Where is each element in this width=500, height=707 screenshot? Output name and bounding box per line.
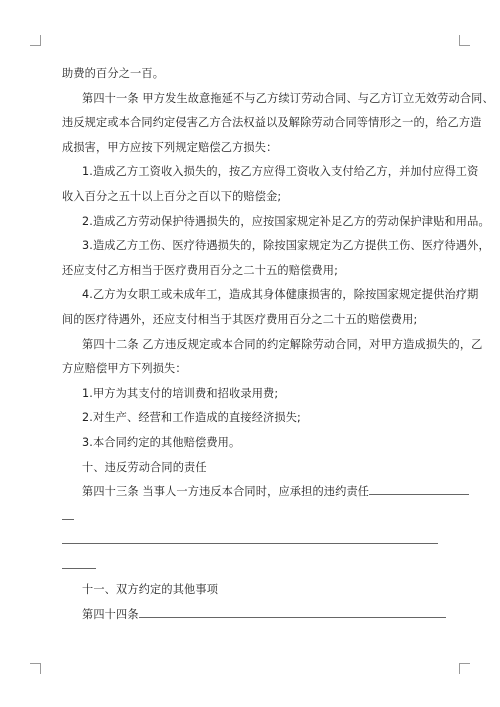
list-item-line: 3.本合同约定的其他赔偿费用。 — [82, 435, 241, 449]
list-item-line: 4.乙方为女职工或未成年工，造成其身体健康损害的，除按国家规定提供治疗期 — [82, 288, 479, 302]
article-41-line: 第四十一条 甲方发生故意拖延不与乙方续订劳动合同、与乙方订立无效劳动合同、 — [82, 91, 494, 105]
list-item-line: 1.造成乙方工资收入损失的，按乙方应得工资收入支付给乙方，并加付应得工资 — [82, 165, 479, 179]
article-42-line: 第四十二条 乙方违反规定或本合同的约定解除劳动合同，对甲方造成损失的，乙 — [82, 337, 483, 351]
list-item-line: 1.甲方为其支付的培训费和招收录用费; — [82, 386, 279, 400]
fill-blank[interactable] — [62, 506, 74, 520]
fill-blank[interactable] — [369, 481, 469, 495]
fill-blank-line — [62, 505, 438, 530]
article-44-line — [62, 603, 438, 628]
paragraph-line: 还应支付乙方相当于医疗费用百分之二十五的赔偿费用; — [62, 263, 339, 277]
article-44-text: 第四十四条 — [82, 608, 139, 622]
document-body — [62, 62, 494, 628]
list-item-line: 2.对生产、经营和工作造成的直接经济损失; — [82, 411, 301, 425]
crop-mark-top-left — [30, 35, 41, 46]
paragraph-line: 方应赔偿甲方下列损失： — [62, 362, 187, 376]
fill-blank[interactable] — [62, 529, 438, 544]
section-heading-11: 十一、双方约定的其他事项 — [82, 583, 219, 597]
paragraph-line: 违反规定或本合同约定侵害乙方合法权益以及解除劳动合同等情形之一的，给乙方造 — [62, 116, 482, 130]
section-heading-10: 十、违反劳动合同的责任 — [82, 460, 207, 474]
crop-mark-top-right — [459, 35, 470, 46]
crop-mark-bottom-right — [459, 663, 470, 674]
article-43-text: 第四十三条 当事人一方违反本合同时，应承担的违约责任 — [82, 485, 370, 499]
paragraph-line: 间的医疗待遇外，还应支付相当于其医疗费用百分之二十五的赔偿费用; — [62, 312, 418, 326]
fill-blank[interactable] — [62, 555, 96, 569]
paragraph-line: 收入百分之五十以上百分之百以下的赔偿金; — [62, 189, 282, 203]
list-item-line: 2.造成乙方劳动保护待遇损失的，应按国家规定补足乙方的劳动保护津贴和用品。 — [82, 214, 490, 228]
paragraph-line: 助费的百分之一百。 — [62, 67, 165, 80]
list-item-line: 3.造成乙方工伤、医疗待遇损失的，除按国家规定为乙方提供工伤、医疗待遇外， — [82, 239, 490, 253]
fill-blank[interactable] — [139, 604, 446, 618]
fill-blank-line — [62, 529, 438, 554]
fill-blank-line — [62, 554, 438, 579]
article-43-line — [62, 480, 438, 505]
crop-mark-bottom-left — [30, 663, 41, 674]
paragraph-line: 成损害，甲方应按下列规定赔偿乙方损失： — [62, 140, 278, 154]
